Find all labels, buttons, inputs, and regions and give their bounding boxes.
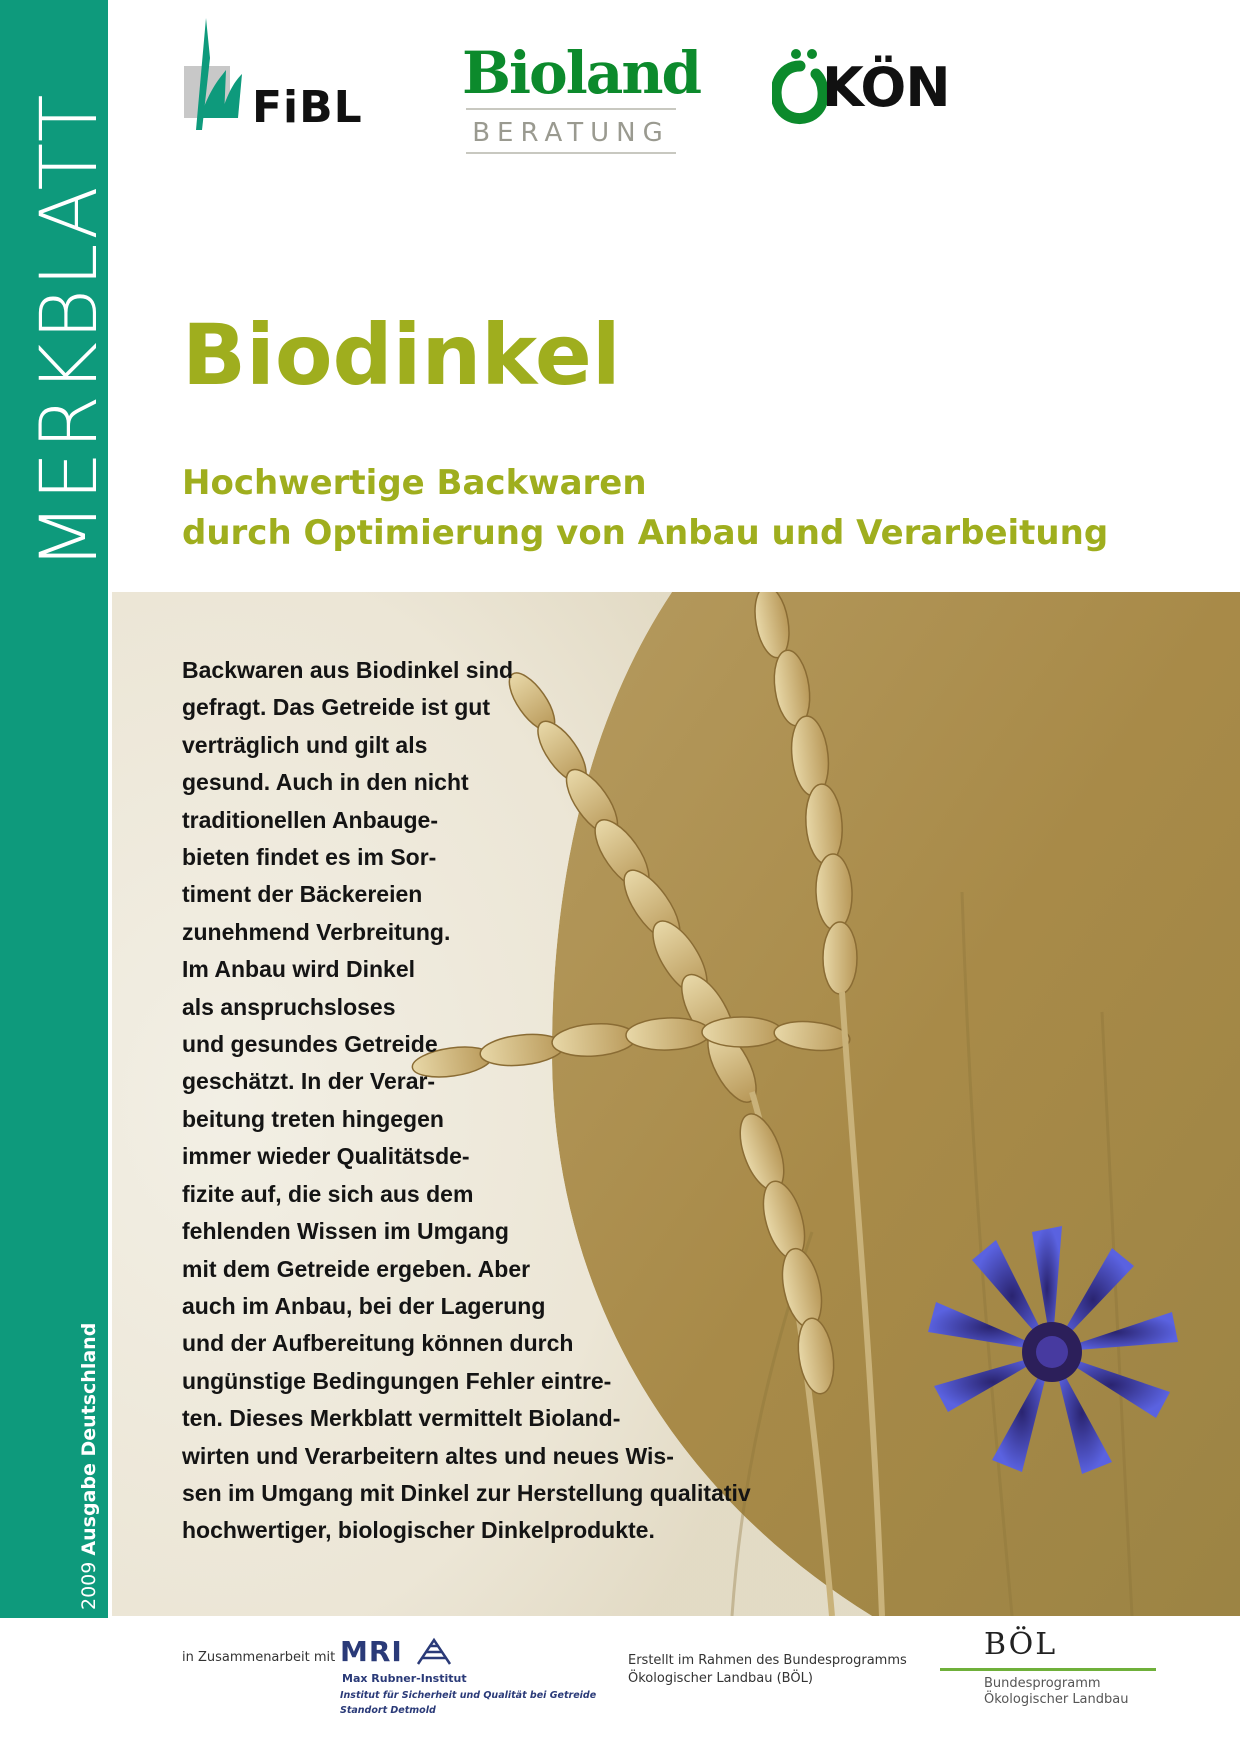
oekoen-logo <box>772 44 952 130</box>
bioland-divider-bottom <box>466 152 676 154</box>
intro-line: verträglich und gilt als <box>182 731 428 758</box>
intro-line: mit dem Getreide ergeben. Aber <box>182 1255 531 1282</box>
bioland-sub: BERATUNG <box>472 118 670 148</box>
intro-line: Backwaren aus Biodinkel sind <box>182 657 514 683</box>
edition-label <box>78 1320 100 1610</box>
bol-note-line-2: Ökologischer Landbau (BÖL) <box>628 1671 813 1686</box>
bol-subtitle: Bundesprogramm Ökologischer Landbau <box>984 1676 1129 1707</box>
mri-institute: Institut für Sicherheit und Qualität bei Getreide <box>340 1690 597 1701</box>
intro-line: bieten findet es im Sor- <box>182 844 437 871</box>
cooperation-label: in Zusammenarbeit mit <box>182 1650 336 1665</box>
intro-line: und der Aufbereitung können durch <box>182 1330 574 1357</box>
page-subtitle <box>182 458 1182 558</box>
bol-program-note <box>628 1652 928 1688</box>
intro-line: fizite auf, die sich aus dem <box>182 1180 474 1207</box>
intro-line: beitung treten hingegen <box>182 1105 444 1132</box>
bioland-wordmark: Bioland <box>462 39 701 107</box>
intro-line: ungünstige Bedingungen Fehler eintre- <box>182 1367 612 1394</box>
bol-divider <box>940 1668 1156 1671</box>
bioland-divider <box>466 108 676 110</box>
bioland-logo <box>462 38 701 156</box>
intro-text <box>182 652 822 1550</box>
subtitle-line: Hochwertige Backwaren <box>182 463 647 503</box>
intro-line: immer wieder Qualitätsde- <box>182 1143 470 1170</box>
mri-name: Max Rubner-Institut <box>342 1672 467 1685</box>
intro-line: auch im Anbau, bei der Lagerung <box>182 1292 546 1319</box>
intro-line: gefragt. Das Getreide ist gut <box>182 694 491 721</box>
intro-line: fehlenden Wissen im Umgang <box>182 1218 509 1245</box>
intro-line: zunehmend Verbreitung. <box>182 918 451 945</box>
intro-line: Im Anbau wird Dinkel <box>182 956 416 983</box>
mri-emblem-icon <box>414 1636 454 1668</box>
mri-logo <box>340 1636 600 1720</box>
page-title: Biodinkel <box>182 306 621 404</box>
intro-line: gesund. Auch in den nicht <box>182 769 469 796</box>
edition-text: Ausgabe Deutschland <box>78 1322 100 1556</box>
sidebar-title: MERKBLATT <box>25 92 115 570</box>
bol-wordmark: BÖL <box>984 1627 1058 1662</box>
bol-note-line-1: Erstellt im Rahmen des Bundesprogramms <box>628 1653 907 1668</box>
intro-line: und gesundes Getreide <box>182 1031 438 1058</box>
intro-line: traditionellen Anbauge- <box>182 806 438 833</box>
oekoen-wordmark: KÖN <box>822 56 950 119</box>
edition-year: 2009 <box>78 1561 100 1610</box>
intro-line: als anspruchsloses <box>182 993 396 1020</box>
fibl-wordmark: FiBL <box>252 82 363 133</box>
intro-line: wirten und Verarbeitern altes und neues Wis- <box>182 1442 674 1469</box>
bol-logo <box>940 1628 1160 1728</box>
intro-line: geschätzt. In der Verar- <box>182 1068 436 1095</box>
subtitle-line: durch Optimierung von Anbau und Verarbeitung <box>182 513 1109 553</box>
intro-line: hochwertiger, biologischer Dinkelprodukte. <box>182 1517 655 1544</box>
fibl-logo <box>180 18 370 136</box>
intro-line: ten. Dieses Merkblatt vermittelt Bioland- <box>182 1405 621 1432</box>
intro-line: sen im Umgang mit Dinkel zur Herstellung qualitativ <box>182 1479 751 1506</box>
intro-line: timent der Bäckereien <box>182 881 423 908</box>
mri-wordmark: MRI <box>340 1635 403 1668</box>
mri-location: Standort Detmold <box>340 1705 436 1716</box>
